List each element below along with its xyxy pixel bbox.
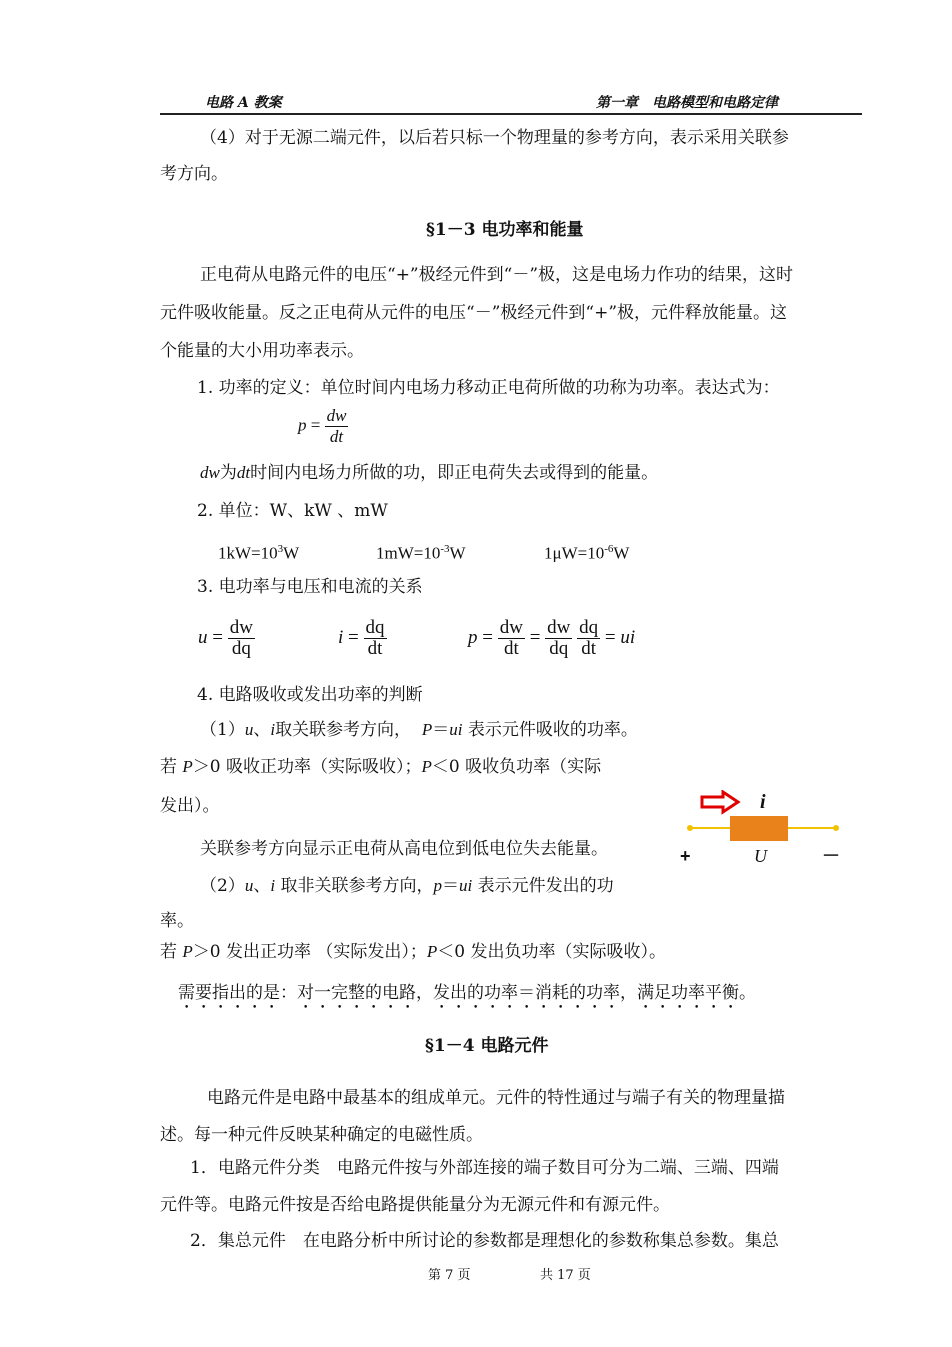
para-elements-line1: 电路元件是电路中最基本的组成单元。元件的特性通过与端子有关的物理量描 <box>207 1088 785 1108</box>
formula-power-definition <box>298 406 348 447</box>
element-body <box>730 816 788 841</box>
item-4-judgement: 4. 电路吸收或发出功率的判断 <box>197 685 423 705</box>
formula-lhs: p <box>298 415 307 435</box>
para-classification-line2: 元件等。电路元件按是否给电路提供能量分为无源元件和有源元件。 <box>160 1195 670 1215</box>
unit-uw: $1\mu W=10^{-6}W$ <box>544 543 630 563</box>
para-4-line1: （4）对于无源二端元件，以后若只标一个物理量的参考方向，表示采用关联参 <box>200 128 789 148</box>
section-title-1-3: §1－3 电功率和能量 <box>426 220 584 240</box>
voltage-label: U <box>754 846 767 866</box>
right-terminal <box>833 825 839 831</box>
assoc-explanation: 关联参考方向显示正电荷从高电位到低电位失去能量。 <box>200 839 608 859</box>
equation-u: u = $\frac{dw}{dq}$ <box>198 617 253 659</box>
item-1-definition: 1. 功率的定义：单位时间内电场力移动正电荷所做的功称为功率。表达式为： <box>197 378 780 398</box>
equation-i: i = $\frac{dq}{dt}$ <box>338 617 385 659</box>
case-2-line3: 若 P＞0 发出正功率 （实际发出）；P＜0 发出负功率（实际吸收）。 <box>160 942 667 962</box>
footer-total: 共 17 页 <box>540 1268 591 1283</box>
item-3-relation: 3. 电功率与电压和电流的关系 <box>197 577 423 597</box>
para-elements-line2: 述。每一种元件反映某种确定的电磁性质。 <box>160 1125 483 1145</box>
para-power-line3: 个能量的大小用功率表示。 <box>160 341 364 361</box>
dw-explanation: dw为dt时间内电场力所做的功，即正电荷失去或得到的能量。 <box>200 463 659 483</box>
item-2-units: 2. 单位：W、kW 、mW <box>197 501 388 521</box>
current-arrow-icon <box>702 792 738 812</box>
minus-sign: － <box>822 846 840 866</box>
para-power-line2: 元件吸收能量。反之正电荷从元件的电压“－”极经元件到“+”极，元件释放能量。这 <box>160 303 788 323</box>
para-power-line1: 正电荷从电路元件的电压“+”极经元件到“－”极，这是电场力作功的结果，这时 <box>200 265 794 285</box>
header-left: 电路 A 教案 <box>205 95 282 111</box>
current-label: i <box>760 791 766 813</box>
equation-p: p = $\frac{dw}{dt}$ = $\frac{dw}{dq}$ $\frac{dq}{dt}$ = ui <box>468 617 636 659</box>
formula-denominator: dt <box>329 427 344 446</box>
power-balance-note: 需要指出的是：对一完整的电路，发出的功率＝消耗的功率，满足功率平衡。 <box>178 983 756 1003</box>
para-lumped: 2．集总元件 在电路分析中所讨论的参数都是理想化的参数称集总参数。集总 <box>190 1231 779 1251</box>
element-diagram <box>676 790 846 870</box>
para-classification-line1: 1．电路元件分类 电路元件按与外部连接的端子数目可分为二端、三端、四端 <box>190 1158 779 1178</box>
case-1: （1）u、i取关联参考方向， P＝ui 表示元件吸收的功率。 <box>200 720 638 740</box>
unit-kw: $1kW=10^3W$ <box>218 543 300 563</box>
para-4-line2: 考方向。 <box>160 164 228 184</box>
unit-mw: $1mW=10^{-3}W$ <box>376 543 466 563</box>
formula-eq: = <box>310 415 321 435</box>
section-title-1-4: §1－4 电路元件 <box>425 1036 549 1056</box>
case-1-line2: 若 P＞0 吸收正功率（实际吸收）；P＜0 吸收负功率（实际 <box>160 757 602 777</box>
formula-numerator: dw <box>326 406 347 425</box>
case-1-line3: 发出）。 <box>160 796 220 816</box>
left-terminal <box>687 825 693 831</box>
case-2-line2: 率。 <box>160 911 194 931</box>
header-rule <box>160 113 862 115</box>
plus-sign: + <box>680 846 691 866</box>
footer-page: 第 7 页 <box>428 1268 471 1283</box>
case-2: （2）u、i 取非关联参考方向，p＝ui 表示元件发出的功 <box>200 876 614 896</box>
header-right: 第一章 电路模型和电路定律 <box>596 95 778 111</box>
